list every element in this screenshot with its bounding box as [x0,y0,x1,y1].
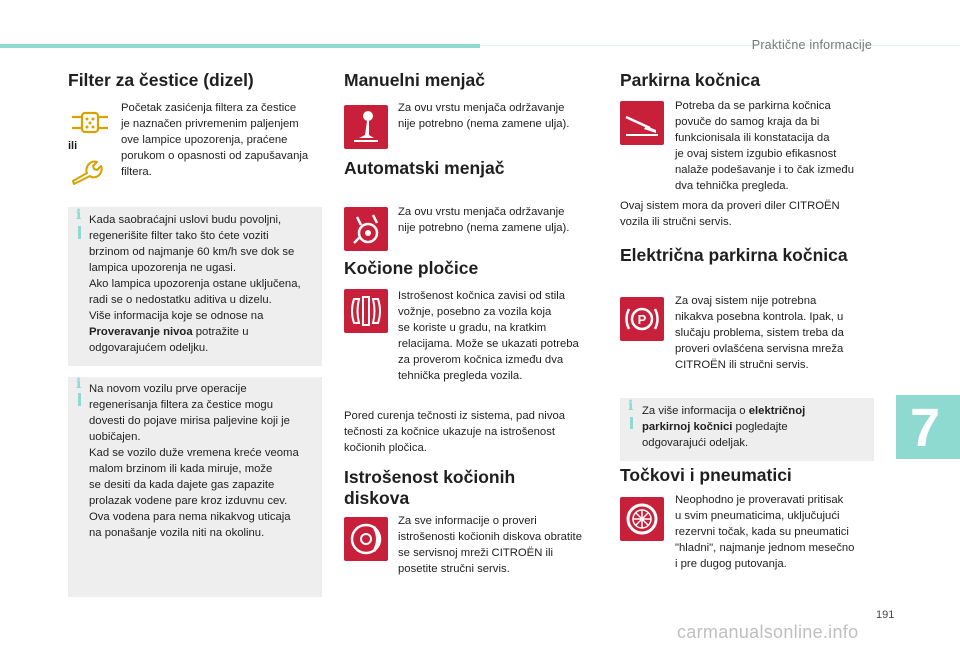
brake-pads-title: Kočione pločice [344,258,479,278]
filter-title: Filter za čestice (dizel) [68,70,254,90]
chapter-number: 7 [910,398,941,458]
filter-note-1-text: Kada saobraćajni uslovi budu povoljni, regenerišite filter tako što ćete voziti brzinom od najmanje 60 km/h sve dok se lampica upozorenja ne ugasi. Ako lampica upozorenja ostane uključena, radi se o nedostatku aditiva u dizelu. Više informacija koje se odnose na Proveravanje nivoa potražite u odgovarajućem odeljku. [89,214,301,354]
svg-text:P: P [637,312,647,327]
parking-brake-icon [620,101,664,145]
header-divider [480,45,960,46]
info-icon: i [76,376,82,392]
brake-pads-icon [344,289,388,333]
chapter-tab [896,395,960,459]
manual-gearbox-title: Manuelni menjač [344,70,486,90]
wrench-icon [70,160,110,190]
electric-parking-brake-text: Za ovaj sistem nije potrebna nikakva posebna kontrola. Ipak, u slučaju problema, sistem treba da proveri ovlašćena servisna mreža CITROËN ili stručni servis. [675,295,844,371]
info-icon: i [628,398,634,414]
header-accent-bar [0,44,480,48]
info-icon: i [76,207,82,223]
manual-gearbox-text: Za ovu vrstu menjača održavanje nije potrebno (nema zamene ulja). [398,102,570,130]
info-icon-bar [78,226,81,239]
automatic-gearbox-text: Za ovu vrstu menjača održavanje nije potrebno (nema zamene ulja). [398,206,570,234]
electric-parking-brake-title: Električna parkirna kočnica [620,245,848,265]
page-number: 191 [876,609,895,621]
gear-stick-icon [344,105,388,149]
electric-parking-brake-icon [620,297,664,341]
page-header-title: Praktične informacije [751,38,872,52]
automatic-gearbox-title: Automatski menjač [344,158,505,178]
filter-text: Početak zasićenja filtera za čestice je naznačen privremenim paljenjem ove lampice upozorenja, praćene porukom o opasnosti od zapušavanja filtera. [121,102,309,178]
brake-discs-text: Za sve informacije o proveri istrošenosti kočionih diskova obratite se servisnoj mreži CITROËN ili posetite stručni servis. [398,515,582,575]
or-label: ili [68,140,78,152]
info-icon-bar [630,417,633,429]
brake-pads-text: Istrošenost kočnica zavisi od stila vožnje, posebno za vozila koja se koriste u gradu, na kratkim relacijama. Može se ukazati potreba za proverom kočnica između dva tehnička pregleda vozila. [398,290,579,382]
parking-brake-text: Potreba da se parkirna kočnica povuče do samog kraja da bi funkcionisala ili konstatacija da je ovaj sistem izgubio efikasnost nalaže podešavanje i to čak između dva tehnička pregleda. [675,100,854,192]
info-icon-bar [78,393,81,406]
automatic-gearbox-icon [344,207,388,251]
parking-brake-extra-text: Ovaj sistem mora da proveri diler CITROËN vozila ili stručni servis. [620,200,840,228]
wheel-icon [620,497,664,541]
brake-pads-extra-text: Pored curenja tečnosti iz sistema, pad nivoa tečnosti za kočnice ukazuje na istrošenost kočionih pločica. [344,410,566,454]
brake-disc-icon [344,517,388,561]
filter-note-2-text: Na novom vozilu prve operacije regenerisanja filtera za čestice mogu dovesti do pojave mirisa paljevine koji je uobičajen. Kad se vozilo duže vremena kreće veoma malom brzinom ili kada miruje, može se desiti da kada dajete gas zapazite prolazak vodene pare kroz izduvnu cev. Ova vodena para nema nikakvog uticaja na ponašanje vozila niti na okolinu. [89,383,299,539]
brake-discs-title: Istrošenost kočionih diskova [344,467,516,508]
particle-filter-icon [70,108,110,138]
watermark: carmanualsonline.info [677,622,859,642]
electric-brake-note-text: Za više informacija o električnoj parkirnoj kočnici pogledajte odgovarajući odeljak. [642,405,806,449]
tyres-title: Točkovi i pneumatici [620,465,792,485]
parking-brake-title: Parkirna kočnica [620,70,761,90]
tyres-text: Neophodno je proveravati pritisak u svim pneumaticima, uključujući rezervni točak, kada su pneumatici "hladni", najmanje jednom mesečno i pre dugog putovanja. [675,494,855,570]
